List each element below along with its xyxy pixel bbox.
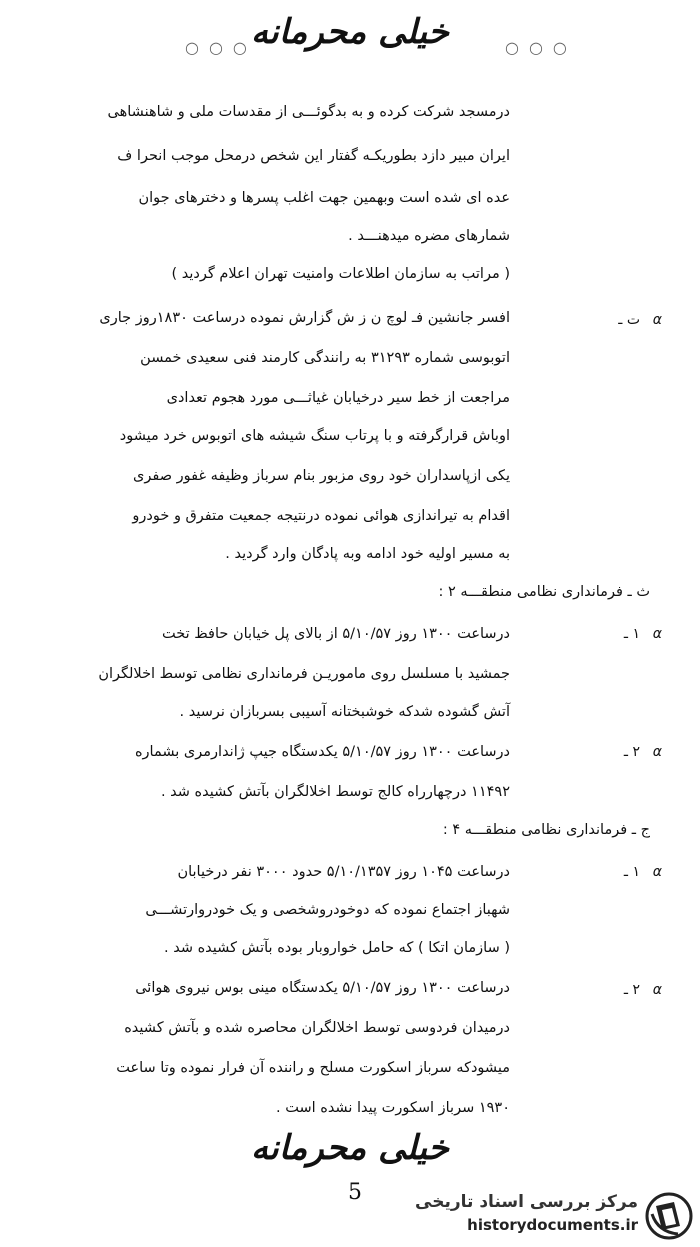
header-classification-title: خیلی محرمانه bbox=[251, 12, 449, 52]
body-line: یکی ازپاسداران خود روی مزبور بنام سرباز وظیفه غفور صفری bbox=[133, 468, 510, 484]
body-line: به مسیر اولیه خود ادامه وبه پادگان وارد گردید . bbox=[225, 546, 510, 562]
body-line: درساعت ۱۳۰۰ روز ۵/۱۰/۵۷ یکدستگاه جیپ ژاندارمری بشماره bbox=[134, 744, 510, 760]
handwritten-check-mark: α bbox=[652, 744, 662, 760]
body-line: آتش گشوده شدکه خوشبختانه آسیبی بسربازان نرسید . bbox=[179, 704, 510, 720]
body-line: ( مراتب به سازمان اطلاعات وامنیت تهران اعلام گردید ) bbox=[171, 266, 510, 282]
handwritten-check-mark: α bbox=[652, 626, 662, 642]
body-line: درمسجد شرکت کرده و به بدگوئـــی از مقدسات ملی و شاهنشاهی bbox=[107, 104, 510, 120]
body-line: عده ای شده است وبهمین جهت اغلب پسرها و دخترهای جوان bbox=[138, 190, 510, 206]
body-line: مراجعت از خط سیر درخیابان غیاثـــی مورد هجوم تعدادی bbox=[166, 390, 510, 406]
body-line: شهباز اجتماع نموده که دوخودروشخصی و یک خودروارتشـــی bbox=[145, 902, 510, 918]
section-marker: ت ـ bbox=[618, 312, 640, 328]
body-line: اقدام به تیراندازی هوائی نموده درنتیجه جمعیت متفرق و خودرو bbox=[132, 508, 510, 524]
body-line: درساعت ۱۰۴۵ روز ۵/۱۰/۱۳۵۷ حدود ۳۰۰۰ نفر درخیابان bbox=[177, 864, 510, 880]
handwritten-check-mark: α bbox=[652, 982, 662, 998]
item-marker: ۱ ـ bbox=[623, 864, 640, 880]
body-line: ۱۹۳۰ سرباز اسکورت پیدا نشده است . bbox=[275, 1100, 510, 1116]
body-line: درمیدان فردوسی توسط اخلالگران محاصره شده و بآتش کشیده bbox=[124, 1020, 510, 1036]
body-line: درساعت ۱۳۰۰ روز ۵/۱۰/۵۷ از بالای پل خیابان حافظ تخت bbox=[162, 626, 510, 642]
archive-logo-icon bbox=[644, 1192, 694, 1240]
section-heading: ج ـ فرمانداری نظامی منطقـــه ۴ : bbox=[442, 822, 650, 838]
body-line: ایران مبیر دازد بطوریکـه گفتار این شخص درمحل موجب انحرا ف bbox=[117, 148, 510, 164]
body-line: شمارهای مضره میدهنـــد . bbox=[348, 228, 510, 244]
body-line: اتوبوسی شماره ۳۱۲۹۳ به رانندگی کارمند فنی سعیدی خمسن bbox=[140, 350, 510, 366]
punch-holes-right: ○○○ bbox=[505, 38, 577, 57]
body-line: درساعت ۱۳۰۰ روز ۵/۱۰/۵۷ یکدستگاه مینی بوس نیروی هوائی bbox=[135, 980, 510, 996]
body-line: میشودکه سرباز اسکورت مسلح و راننده آن فرار نموده وتا ساعت bbox=[116, 1060, 510, 1076]
page-number: 5 bbox=[348, 1180, 362, 1205]
body-line: اوباش قرارگرفته و با پرتاب سنگ شیشه های اتوبوس خرد میشود bbox=[119, 428, 510, 444]
body-line: ( سازمان اتکا ) که حامل خواروبار بوده بآتش کشیده شد . bbox=[163, 940, 510, 956]
item-marker: ۲ ـ bbox=[623, 744, 640, 760]
handwritten-check-mark: α bbox=[652, 312, 662, 328]
punch-holes-left: ○○○ bbox=[185, 38, 257, 57]
footer-classification-title: خیلی محرمانه bbox=[251, 1128, 449, 1168]
item-marker: ۱ ـ bbox=[623, 626, 640, 642]
section-heading: ث ـ فرمانداری نظامی منطقـــه ۲ : bbox=[438, 584, 650, 600]
handwritten-check-mark: α bbox=[652, 864, 662, 880]
body-line: ۱۱۴۹۲ درچهارراه کالج توسط اخلالگران بآتش کشیده شد . bbox=[160, 784, 510, 800]
body-line: افسر جانشین فـ لوچ ن ز ش گزارش نموده درساعت ۱۸۳۰روز جاری bbox=[99, 310, 510, 326]
item-marker: ۲ ـ bbox=[623, 982, 640, 998]
watermark-organization-name: مرکز بررسی اسناد تاریخی bbox=[415, 1192, 638, 1212]
body-line: جمشید با مسلسل روی ماموریـن فرمانداری نظامی توسط اخلالگران bbox=[98, 666, 510, 682]
watermark-url: historydocuments.ir bbox=[467, 1216, 638, 1234]
archive-watermark bbox=[415, 1190, 698, 1242]
